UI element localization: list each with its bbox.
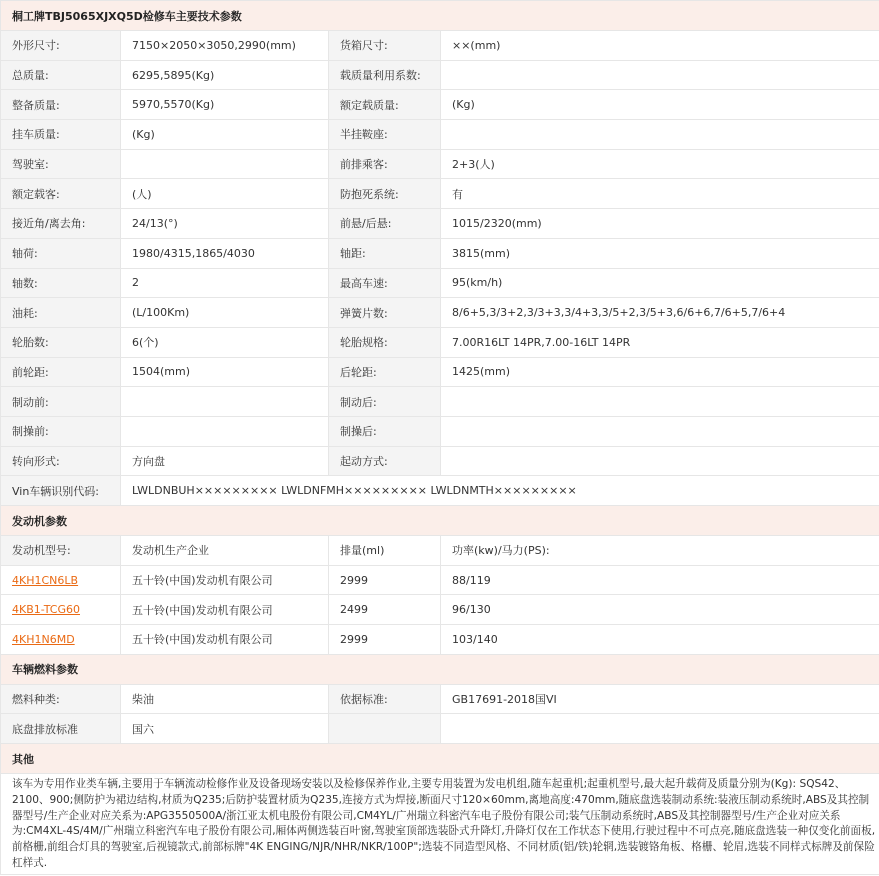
param-value: 24/13(°) (121, 209, 329, 239)
param-label: 额定载质量: (329, 90, 441, 120)
other-section-title: 其他 (1, 744, 879, 774)
engine-column-header: 排量(ml) (329, 536, 441, 566)
param-label: 起动方式: (329, 446, 441, 476)
param-label: 载质量利用系数: (329, 60, 441, 90)
param-value: 1015/2320(mm) (441, 209, 879, 239)
param-value: 2499 (329, 595, 441, 625)
param-label: 前排乘客: (329, 149, 441, 179)
engine-header-row (1, 536, 879, 566)
param-label: 半挂鞍座: (329, 120, 441, 150)
param-value: 1980/4315,1865/4030 (121, 238, 329, 268)
param-label: 整备质量: (1, 90, 121, 120)
table-row (1, 238, 879, 268)
param-value: 1504(mm) (121, 357, 329, 387)
table-row (1, 714, 879, 744)
engine-column-header: 发动机生产企业 (121, 536, 329, 566)
param-label: 制动前: (1, 387, 121, 417)
table-row (1, 416, 879, 446)
param-label: 依据标准: (329, 684, 441, 714)
main-section-header (1, 1, 879, 31)
param-value: 7.00R16LT 14PR,7.00-16LT 14PR (441, 327, 879, 357)
param-value: 6295,5895(Kg) (121, 60, 329, 90)
vin-value: LWLDNBUH××××××××× LWLDNFMH××××××××× LWLDNMTH××××××××× (121, 476, 879, 506)
param-value: 柴油 (121, 684, 329, 714)
engine-model-link[interactable]: 4KB1-TCG60 (12, 603, 80, 617)
param-label: 轮胎数: (1, 327, 121, 357)
param-label: 防抱死系统: (329, 179, 441, 209)
param-label: 前轮距: (1, 357, 121, 387)
table-row (1, 298, 879, 328)
param-label: 轴距: (329, 238, 441, 268)
param-value (121, 387, 329, 417)
table-row (1, 387, 879, 417)
engine-section-title: 发动机参数 (1, 506, 879, 536)
param-value: 8/6+5,3/3+2,3/3+3,3/4+3,3/5+2,3/5+3,6/6+6,7/6+5,7/6+4 (441, 298, 879, 328)
param-value: 95(km/h) (441, 268, 879, 298)
param-value: 五十铃(中国)发动机有限公司 (121, 595, 329, 625)
param-label: 驾驶室: (1, 149, 121, 179)
param-label: 轴荷: (1, 238, 121, 268)
engine-model-cell (1, 595, 121, 625)
param-value: 5970,5570(Kg) (121, 90, 329, 120)
param-value (121, 149, 329, 179)
param-value (441, 60, 879, 90)
fuel-section-header (1, 654, 879, 684)
table-row (1, 684, 879, 714)
other-notes-row (1, 774, 879, 875)
param-label: 制操后: (329, 416, 441, 446)
table-row (1, 357, 879, 387)
fuel-section-title: 车辆燃料参数 (1, 654, 879, 684)
param-value: 五十铃(中国)发动机有限公司 (121, 565, 329, 595)
param-value: 7150×2050×3050,2990(mm) (121, 31, 329, 61)
vin-label: Vin车辆识别代码: (1, 476, 121, 506)
table-row (1, 595, 879, 625)
param-value: 国六 (121, 714, 329, 744)
param-value (441, 120, 879, 150)
engine-model-cell (1, 565, 121, 595)
engine-model-link[interactable]: 4KH1N6MD (12, 632, 75, 646)
table-row (1, 268, 879, 298)
param-label (329, 714, 441, 744)
param-value: 五十铃(中国)发动机有限公司 (121, 625, 329, 655)
param-label: 转向形式: (1, 446, 121, 476)
param-value: 96/130 (441, 595, 879, 625)
param-label: 最高车速: (329, 268, 441, 298)
param-label: 燃料种类: (1, 684, 121, 714)
param-value: 3815(mm) (441, 238, 879, 268)
param-value: (L/100Km) (121, 298, 329, 328)
table-row (1, 31, 879, 61)
param-label: 轴数: (1, 268, 121, 298)
param-value: 6(个) (121, 327, 329, 357)
param-label: 货箱尺寸: (329, 31, 441, 61)
engine-column-header: 发动机型号: (1, 536, 121, 566)
param-value (441, 714, 879, 744)
param-value: (Kg) (121, 120, 329, 150)
param-value: 有 (441, 179, 879, 209)
param-value (121, 416, 329, 446)
table-row (1, 120, 879, 150)
param-label: 制动后: (329, 387, 441, 417)
table-row (1, 327, 879, 357)
engine-column-header: 功率(kw)/马力(PS): (441, 536, 879, 566)
engine-model-cell (1, 625, 121, 655)
param-label: 底盘排放标准 (1, 714, 121, 744)
param-label: 外形尺寸: (1, 31, 121, 61)
param-value: 方向盘 (121, 446, 329, 476)
table-row (1, 476, 879, 506)
param-value: (人) (121, 179, 329, 209)
param-value: 88/119 (441, 565, 879, 595)
table-row (1, 209, 879, 239)
param-label: 额定载客: (1, 179, 121, 209)
main-section-title: 桐工牌TBJ5065XJXQ5D检修车主要技术参数 (1, 1, 879, 31)
table-row (1, 565, 879, 595)
other-notes-text: 该车为专用作业类车辆,主要用于车辆流动检修作业及设备现场安装以及检修保养作业,主要专用装置为发电机组,随车起重机;起重机型号,最大起升载荷及质量分别为(Kg): SQS42、2100、900;侧防护为裙边结构,材质为Q235;后防护装置材质为Q235,连接方式为焊接,断面尺寸120×60mm,离地高度:470mm,随底盘选装制动系统:装液压制动系统时,ABS及其控制器型号/生产企业对应关系为:APG3550500A/浙江亚太机电股份有限公司,CM4YL/广州瑞立科密汽车电子股份有限公司;装气压制动系统时,ABS及其控制器型号/生产企业对应关系为:CM4XL-4S/4M/广州瑞立科密汽车电子股份有限公司,厢体两侧选装百叶窗,驾驶室顶部选装卧式升降灯,升降灯仅在工作状态下使用,行驶过程中不可点亮,随底盘选装一种仅变化前面板,前格栅,前组合灯具的驾驶室,后视镜款式,前部标牌"4K ENGING/NJR/NHR/NKR/100P";选装不同造型风格、不同材质(铝/铁)轮辋,选装镀铬角板、格栅、轮眉,选装不同样式标牌及前保险杠样式. (1, 774, 879, 875)
param-value: 2+3(人) (441, 149, 879, 179)
param-value: (Kg) (441, 90, 879, 120)
table-row (1, 90, 879, 120)
param-value: 2999 (329, 625, 441, 655)
table-row (1, 446, 879, 476)
param-label: 接近角/离去角: (1, 209, 121, 239)
engine-model-link[interactable]: 4KH1CN6LB (12, 573, 79, 587)
table-row (1, 179, 879, 209)
param-value (441, 416, 879, 446)
engine-section-header (1, 506, 879, 536)
table-row (1, 60, 879, 90)
param-label: 油耗: (1, 298, 121, 328)
param-value (441, 387, 879, 417)
table-row (1, 625, 879, 655)
param-label: 总质量: (1, 60, 121, 90)
param-label: 轮胎规格: (329, 327, 441, 357)
param-value: 2999 (329, 565, 441, 595)
param-label: 弹簧片数: (329, 298, 441, 328)
other-section-header (1, 744, 879, 774)
param-value: 103/140 (441, 625, 879, 655)
param-value (441, 446, 879, 476)
param-label: 后轮距: (329, 357, 441, 387)
param-value: ××(mm) (441, 31, 879, 61)
param-label: 挂车质量: (1, 120, 121, 150)
param-label: 前悬/后悬: (329, 209, 441, 239)
param-value: 1425(mm) (441, 357, 879, 387)
param-label: 制操前: (1, 416, 121, 446)
param-value: GB17691-2018国VI (441, 684, 879, 714)
param-value: 2 (121, 268, 329, 298)
table-row (1, 149, 879, 179)
